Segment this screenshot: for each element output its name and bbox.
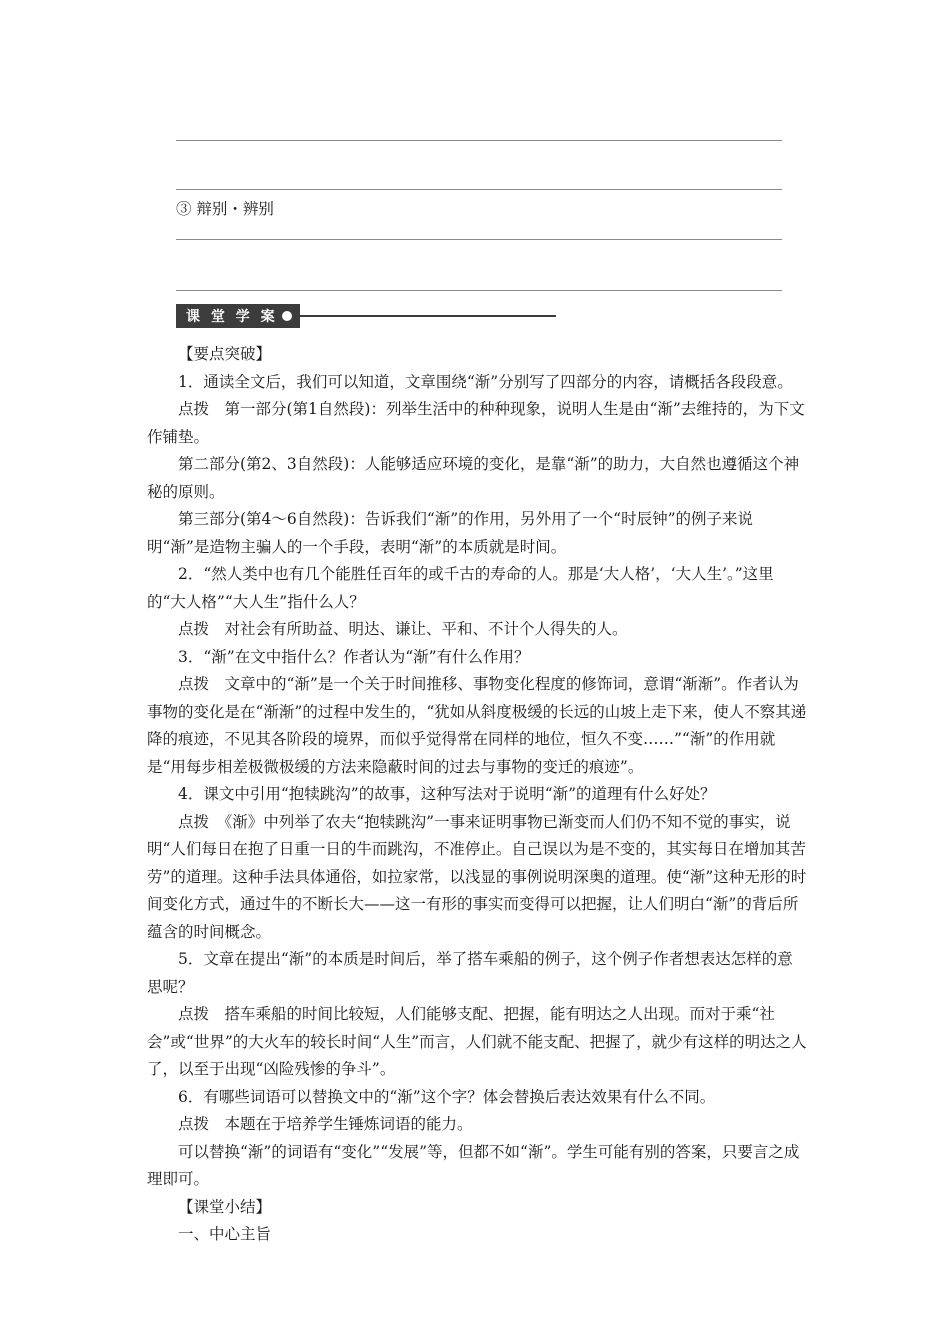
paragraph: 第三部分(第4～6自然段)：告诉我们“渐”的作用，另外用了一个“时辰钟”的例子来说明“渐”是造物主骗人的一个手段，表明“渐”的本质就是时间。 (147, 510, 754, 556)
banner-title-box (176, 304, 300, 328)
answer-line (176, 140, 782, 141)
heading-key-points: 【要点突破】 (178, 345, 272, 363)
paragraph: 点拨 文章中的“渐”是一个关于时间推移、事物变化程度的修饰词，意谓“渐渐”。作者认为事物的变化是在“渐渐”的过程中发生的，“犹如从斜度极缓的长远的山坡上走下来，使人不察其递降的痕迹，不见其各阶段的境界，而似乎觉得常在同样的地位，恒久不变……”“渐”的作用就是“用每步相差极微极缓的方法来隐蔽时间的过去与事物的变迁的痕迹”。 (147, 675, 807, 776)
section-banner (176, 304, 556, 328)
item-3-label: ③ 辩别・辨别 (176, 200, 274, 218)
paragraph: 5．文章在提出“渐”的本质是时间后，举了搭车乘船的例子，这个例子作者想表达怎样的意思呢？ (147, 950, 793, 996)
paragraph: 点拨 对社会有所助益、明达、谦让、平和、不计个人得失的人。 (178, 620, 628, 638)
banner-rule (300, 315, 556, 317)
bullet-dot-icon (282, 311, 292, 321)
paragraph: 6．有哪些词语可以替换文中的“渐”这个字？体会替换后表达效果有什么不同。 (178, 1087, 716, 1106)
paragraph: 第二部分(第2、3自然段)：人能够适应环境的变化，是靠“渐”的助力，大自然也遵循这个神秘的原则。 (147, 455, 800, 501)
answer-line (176, 189, 782, 190)
paragraph: 点拨 第一部分(第1自然段)：列举生活中的种种现象，说明人生是由“渐”去维持的，为下文作铺垫。 (147, 400, 805, 446)
paragraph: 4．课文中引用“抱犊跳沟”的故事，这种写法对于说明“渐”的道理有什么好处？ (178, 785, 716, 803)
paragraph: 2．“然人类中也有几个能胜任百年的或千古的寿命的人。那是‘大人格’，‘大人生’。”这里的“大人格”“大人生”指什么人？ (147, 565, 774, 611)
paragraph: 点拨 《渐》中列举了农夫“抱犊跳沟”一事来证明事物已渐变而人们仍不知不觉的事实，说明“人们每日在抱了日重一日的牛而跳沟，不准停止。自己误以为是不变的，其实每日在增加其苦劳”的道理。这种手法具体通俗，如拉家常，以浅显的事例说明深奥的道理。使“渐”这种无形的时间变化方式，通过牛的不断长大——这一有形的事实而变得可以把握，让人们明白“渐”的背后所蕴含的时间概念。 (147, 812, 807, 941)
heading-summary: 【课堂小结】 (178, 1197, 272, 1216)
main-content (147, 341, 807, 1249)
paragraph: 3．“渐”在文中指什么？作者认为“渐”有什么作用？ (178, 647, 530, 666)
subheading-main-idea: 一、中心主旨 (178, 1225, 272, 1243)
paragraph: 可以替换“渐”的词语有“变化”“发展”等，但都不如“渐”。学生可能有别的答案，只要言之成理即可。 (147, 1142, 800, 1188)
paragraph: 1．通读全文后，我们可以知道，文章围绕“渐”分别写了四部分的内容，请概括各段段意。 (178, 372, 793, 391)
paragraph: 点拨 本题在于培养学生锤炼词语的能力。 (178, 1115, 473, 1133)
paragraph: 点拨 搭车乘船的时间比较短，人们能够支配、把握，能有明达之人出现。而对于乘“社会”或“世界”的大火车的较长时间“人生”而言，人们就不能支配、把握了，就少有这样的明达之人了，以至于出现“凶险残惨的争斗”。 (147, 1005, 807, 1078)
answer-line (176, 290, 782, 291)
banner-title: 课 堂 学 案 (186, 309, 278, 325)
answer-line (176, 239, 782, 240)
